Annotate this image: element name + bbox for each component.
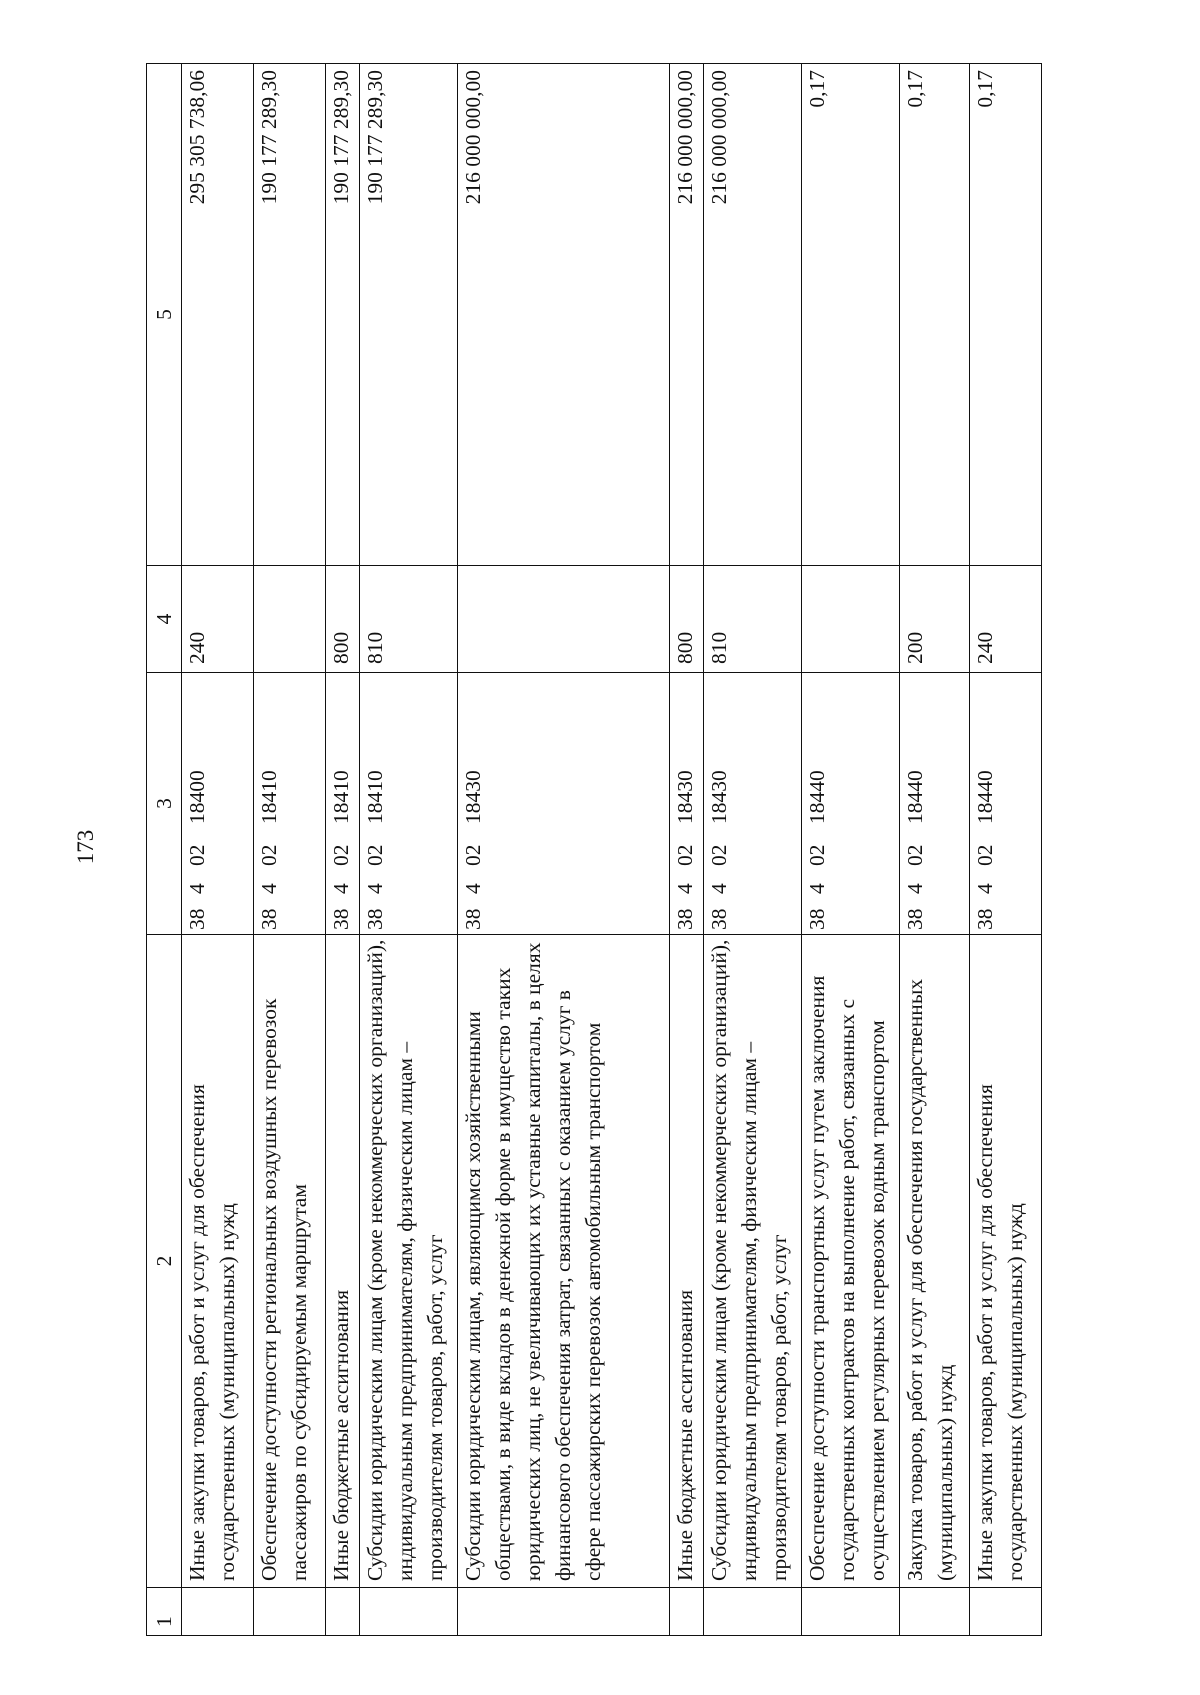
row-name: Иные закупки товаров, работ и услуг для обеспечения государственных (муниципальных) нужд bbox=[970, 935, 1042, 1588]
row-number-cell bbox=[704, 1588, 802, 1636]
rotated-page bbox=[146, 64, 1038, 1636]
row-number-cell bbox=[900, 1588, 970, 1636]
row-sum: 216 000 000,00 bbox=[704, 64, 802, 566]
row-kvr bbox=[254, 566, 326, 673]
header-col-4: 4 bbox=[147, 566, 182, 673]
row-number-cell bbox=[182, 1588, 254, 1636]
row-kvr: 800 bbox=[326, 566, 360, 673]
row-code bbox=[360, 673, 458, 935]
row-name: Обеспечение доступности транспортных услуг путем заключения государственных контрактов на выполнение работ, связанных с осуществлением регулярных перевозок водным транспортом bbox=[802, 935, 900, 1588]
row-code bbox=[802, 673, 900, 935]
code-part: 38 bbox=[707, 908, 731, 930]
row-name: Иные бюджетные ассигнования bbox=[670, 935, 704, 1588]
row-sum: 190 177 289,30 bbox=[326, 64, 360, 566]
code-part: 02 bbox=[805, 844, 829, 866]
code-part: 18430 bbox=[461, 770, 485, 824]
code-part: 02 bbox=[329, 844, 353, 866]
row-sum: 216 000 000,00 bbox=[670, 64, 704, 566]
row-kvr bbox=[458, 566, 670, 673]
code-part: 4 bbox=[329, 883, 353, 894]
code-part: 38 bbox=[903, 908, 927, 930]
row-kvr: 800 bbox=[670, 566, 704, 673]
header-col-5: 5 bbox=[147, 64, 182, 566]
row-name: Обеспечение доступности региональных воздушных перевозок пассажиров по субсидируемым маршрутам bbox=[254, 935, 326, 1588]
row-kvr: 810 bbox=[360, 566, 458, 673]
code-part: 38 bbox=[363, 908, 387, 930]
header-col-2: 2 bbox=[147, 935, 182, 1588]
code-part: 18430 bbox=[707, 770, 731, 824]
code-part: 4 bbox=[257, 883, 281, 894]
code-part: 02 bbox=[673, 844, 697, 866]
code-part: 4 bbox=[363, 883, 387, 894]
code-part: 4 bbox=[673, 883, 697, 894]
code-part: 4 bbox=[707, 883, 731, 894]
table-row bbox=[360, 64, 458, 1636]
row-code bbox=[326, 673, 360, 935]
table-row bbox=[182, 64, 254, 1636]
row-sum: 0,17 bbox=[970, 64, 1042, 566]
row-kvr: 810 bbox=[704, 566, 802, 673]
row-number-cell bbox=[458, 1588, 670, 1636]
row-sum: 190 177 289,30 bbox=[254, 64, 326, 566]
row-code bbox=[970, 673, 1042, 935]
code-part: 02 bbox=[707, 844, 731, 866]
code-part: 38 bbox=[185, 908, 209, 930]
code-part: 18410 bbox=[363, 770, 387, 824]
code-part: 4 bbox=[973, 883, 997, 894]
row-sum: 216 000 000,00 bbox=[458, 64, 670, 566]
code-part: 02 bbox=[973, 844, 997, 866]
code-part: 18410 bbox=[329, 770, 353, 824]
code-part: 02 bbox=[257, 844, 281, 866]
row-kvr: 240 bbox=[182, 566, 254, 673]
row-name: Субсидии юридическим лицам, являющимся хозяйственными обществами, в виде вкладов в денежной форме в имущество таких юридических лиц, не увеличивающих их уставные капиталы, в целях финансового обеспечения затрат, связанных с оказанием услуг в сфере пассажирских перевозок автомобильным транспортом bbox=[458, 935, 670, 1588]
row-kvr: 200 bbox=[900, 566, 970, 673]
code-part: 02 bbox=[903, 844, 927, 866]
page-number: 173 bbox=[73, 829, 98, 865]
code-part: 38 bbox=[257, 908, 281, 930]
header-row bbox=[147, 64, 182, 1636]
row-sum: 295 305 738,06 bbox=[182, 64, 254, 566]
code-part: 18440 bbox=[973, 770, 997, 824]
row-code bbox=[900, 673, 970, 935]
row-sum: 190 177 289,30 bbox=[360, 64, 458, 566]
code-part: 18440 bbox=[903, 770, 927, 824]
table-row bbox=[900, 64, 970, 1636]
code-part: 02 bbox=[461, 844, 485, 866]
code-part: 02 bbox=[363, 844, 387, 866]
row-sum: 0,17 bbox=[900, 64, 970, 566]
row-kvr bbox=[802, 566, 900, 673]
table-row bbox=[704, 64, 802, 1636]
row-name: Закупка товаров, работ и услуг для обеспечения государственных (муниципальных) нужд bbox=[900, 935, 970, 1588]
table-row bbox=[458, 64, 670, 1636]
row-number-cell bbox=[326, 1588, 360, 1636]
row-name: Иные бюджетные ассигнования bbox=[326, 935, 360, 1588]
table-row bbox=[670, 64, 704, 1636]
code-part: 02 bbox=[185, 844, 209, 866]
row-code bbox=[704, 673, 802, 935]
code-part: 4 bbox=[903, 883, 927, 894]
row-number-cell bbox=[970, 1588, 1042, 1636]
code-part: 38 bbox=[461, 908, 485, 930]
code-part: 4 bbox=[805, 883, 829, 894]
code-part: 18400 bbox=[185, 770, 209, 824]
row-code bbox=[670, 673, 704, 935]
row-name: Иные закупки товаров, работ и услуг для обеспечения государственных (муниципальных) нужд bbox=[182, 935, 254, 1588]
row-sum: 0,17 bbox=[802, 64, 900, 566]
row-number-cell bbox=[802, 1588, 900, 1636]
row-name: Субсидии юридическим лицам (кроме некоммерческих организаций), индивидуальным предпринимателям, физическим лицам – производителям товаров, работ, услуг bbox=[360, 935, 458, 1588]
code-part: 38 bbox=[329, 908, 353, 930]
row-number-cell bbox=[360, 1588, 458, 1636]
table-row bbox=[970, 64, 1042, 1636]
header-col-3: 3 bbox=[147, 673, 182, 935]
table-row bbox=[254, 64, 326, 1636]
table-row bbox=[802, 64, 900, 1636]
code-part: 4 bbox=[461, 883, 485, 894]
row-kvr: 240 bbox=[970, 566, 1042, 673]
code-part: 18440 bbox=[805, 770, 829, 824]
row-number-cell bbox=[670, 1588, 704, 1636]
row-code bbox=[182, 673, 254, 935]
code-part: 38 bbox=[805, 908, 829, 930]
header-col-1: 1 bbox=[147, 1588, 182, 1636]
row-number-cell bbox=[254, 1588, 326, 1636]
row-name: Субсидии юридическим лицам (кроме некоммерческих организаций), индивидуальным предпринимателям, физическим лицам – производителям товаров, работ, услуг bbox=[704, 935, 802, 1588]
code-part: 18430 bbox=[673, 770, 697, 824]
code-part: 18410 bbox=[257, 770, 281, 824]
code-part: 38 bbox=[973, 908, 997, 930]
code-part: 38 bbox=[673, 908, 697, 930]
budget-table bbox=[146, 63, 1042, 1636]
table-row bbox=[326, 64, 360, 1636]
code-part: 4 bbox=[185, 883, 209, 894]
row-code bbox=[458, 673, 670, 935]
row-code bbox=[254, 673, 326, 935]
